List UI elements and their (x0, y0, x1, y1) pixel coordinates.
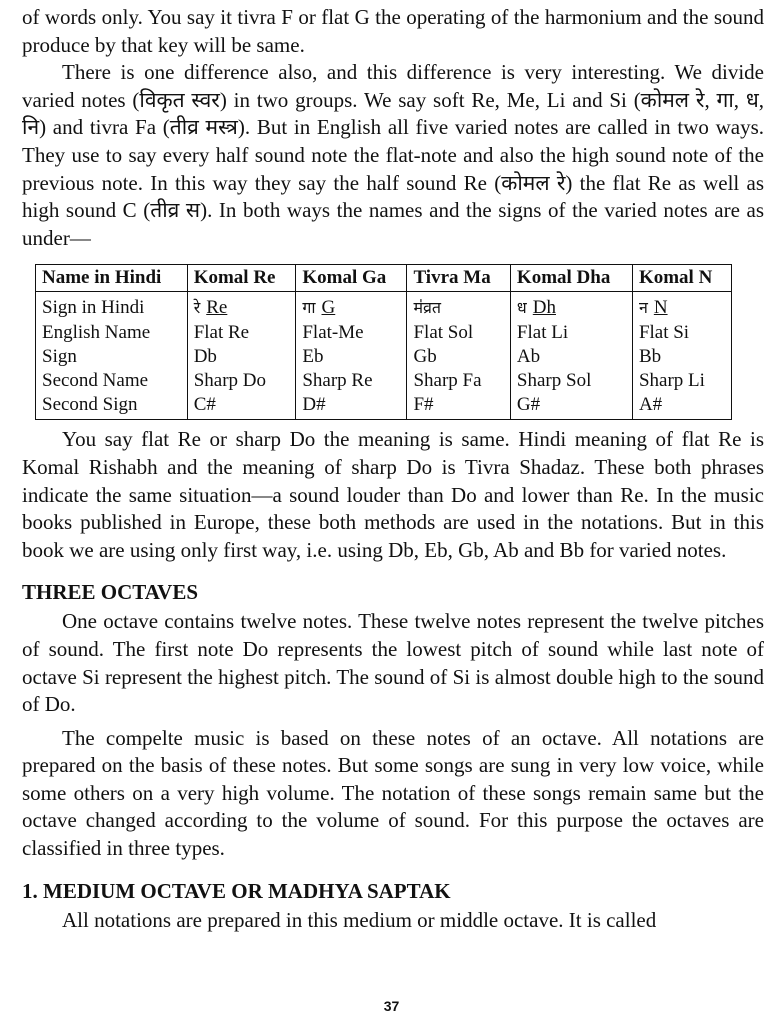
table-header-cell: Komal Re (187, 265, 296, 292)
table-cell (296, 292, 407, 322)
table-cell (407, 292, 510, 322)
section-heading-medium-octave: 1. MEDIUM OCTAVE OR MADHYA SAPTAK (22, 878, 451, 903)
table-cell: Sharp Re (296, 369, 407, 393)
table-cell: Flat Re (187, 321, 296, 345)
table-cell: Db (187, 345, 296, 369)
table-cell: Sharp Li (632, 369, 731, 393)
row-label: Second Name (36, 369, 188, 393)
table-cell: Flat-Me (296, 321, 407, 345)
table-header-cell: Komal N (632, 265, 731, 292)
row-label: Sign in Hindi (36, 292, 188, 322)
table-header-cell: Komal Ga (296, 265, 407, 292)
table-cell: F# (407, 393, 510, 420)
varied-notes-table (35, 264, 732, 420)
table-header-cell: Komal Dha (510, 265, 632, 292)
table-cell: Bb (632, 345, 731, 369)
english-sign: N (653, 297, 668, 319)
table-row (36, 393, 732, 420)
table-cell: Sharp Do (187, 369, 296, 393)
table-header-cell: Name in Hindi (36, 265, 188, 292)
hindi-sign: रे (193, 300, 201, 318)
table-cell: Flat Li (510, 321, 632, 345)
english-sign: G (321, 297, 336, 319)
section-heading-three-octaves: THREE OCTAVES (22, 580, 199, 605)
paragraph-varied-notes: There is one difference also, and this difference is very interesting. We divide varied notes (विकृत स्वर) in two groups. We say soft Re, Me, Li and Si (कोमल रे, गा, ध, नि) and tivra Fa (तीव्र मस्त्र). But in English all five varied notes are called in two ways. They use to say every half sound note the flat-note and also the high sound note of the previous note. In this way they say the half sound Re (कोमल रे) the flat Re as well as high sound C (तीव्र स). In both ways the names and the signs of the varied notes are as under— (22, 60, 764, 250)
table-cell (510, 292, 632, 322)
page-content (22, 4, 764, 934)
table-cell: G# (510, 393, 632, 420)
table-cell: Flat Sol (407, 321, 510, 345)
table-cell: Sharp Fa (407, 369, 510, 393)
table-cell: D# (296, 393, 407, 420)
table-cell (632, 292, 731, 322)
page-number: 37 (383, 998, 400, 1014)
table-row (36, 369, 732, 393)
paragraph-continuation: of words only. You say it tivra F or flat G the operating of the harmonium and the sound produce by that key will be same. (22, 5, 764, 57)
row-label: Second Sign (36, 393, 188, 420)
english-sign: Dh (532, 297, 556, 319)
table-cell: A# (632, 393, 731, 420)
paragraph-octave-definition: One octave contains twelve notes. These twelve notes represent the twelve pitches of sound. The first note Do represents the lowest pitch of sound while last note of octave Si represent the highest pitch. The sound of Si is almost double high to the sound of Do. (22, 609, 764, 717)
hindi-sign: म॑व्रत (413, 300, 442, 318)
row-label: English Name (36, 321, 188, 345)
table-cell: Gb (407, 345, 510, 369)
table-row (36, 292, 732, 322)
table-cell: Ab (510, 345, 632, 369)
hindi-sign: गा (302, 300, 316, 318)
english-sign: Re (206, 297, 228, 319)
paragraph-medium-octave: All notations are prepared in this medium or middle octave. It is called (62, 907, 657, 932)
table-cell: Eb (296, 345, 407, 369)
hindi-sign: न (638, 300, 648, 318)
table-row (36, 345, 732, 369)
paragraph-octave-types: The compelte music is based on these notes of an octave. All notations are prepared on the basis of these notes. But some songs are sung in very low voice, while some others on a very high volume. The notation of these songs remain same but the octave changed according to the volume of sound. For this purpose the octaves are classified in three types. (22, 725, 764, 861)
paragraph-flat-sharp: You say flat Re or sharp Do the meaning is same. Hindi meaning of flat Re is Komal Rishabh and the meaning of sharp Do is Tivra Shadaz. These both phrases indicate the same situation—a sound louder than Do and lower than Re. In the music books published in Europe, these both methods are used in the notations. But in this book we are using only first way, i.e. using Db, Eb, Gb, Ab and Bb for varied notes. (22, 427, 764, 562)
table-row (36, 321, 732, 345)
table-cell: C# (187, 393, 296, 420)
table-cell (187, 292, 296, 322)
hindi-sign: ध (516, 300, 527, 318)
table-header-cell: Tivra Ma (407, 265, 510, 292)
table-cell: Flat Si (632, 321, 731, 345)
table-cell: Sharp Sol (510, 369, 632, 393)
table-header-row (36, 265, 732, 292)
row-label: Sign (36, 345, 188, 369)
